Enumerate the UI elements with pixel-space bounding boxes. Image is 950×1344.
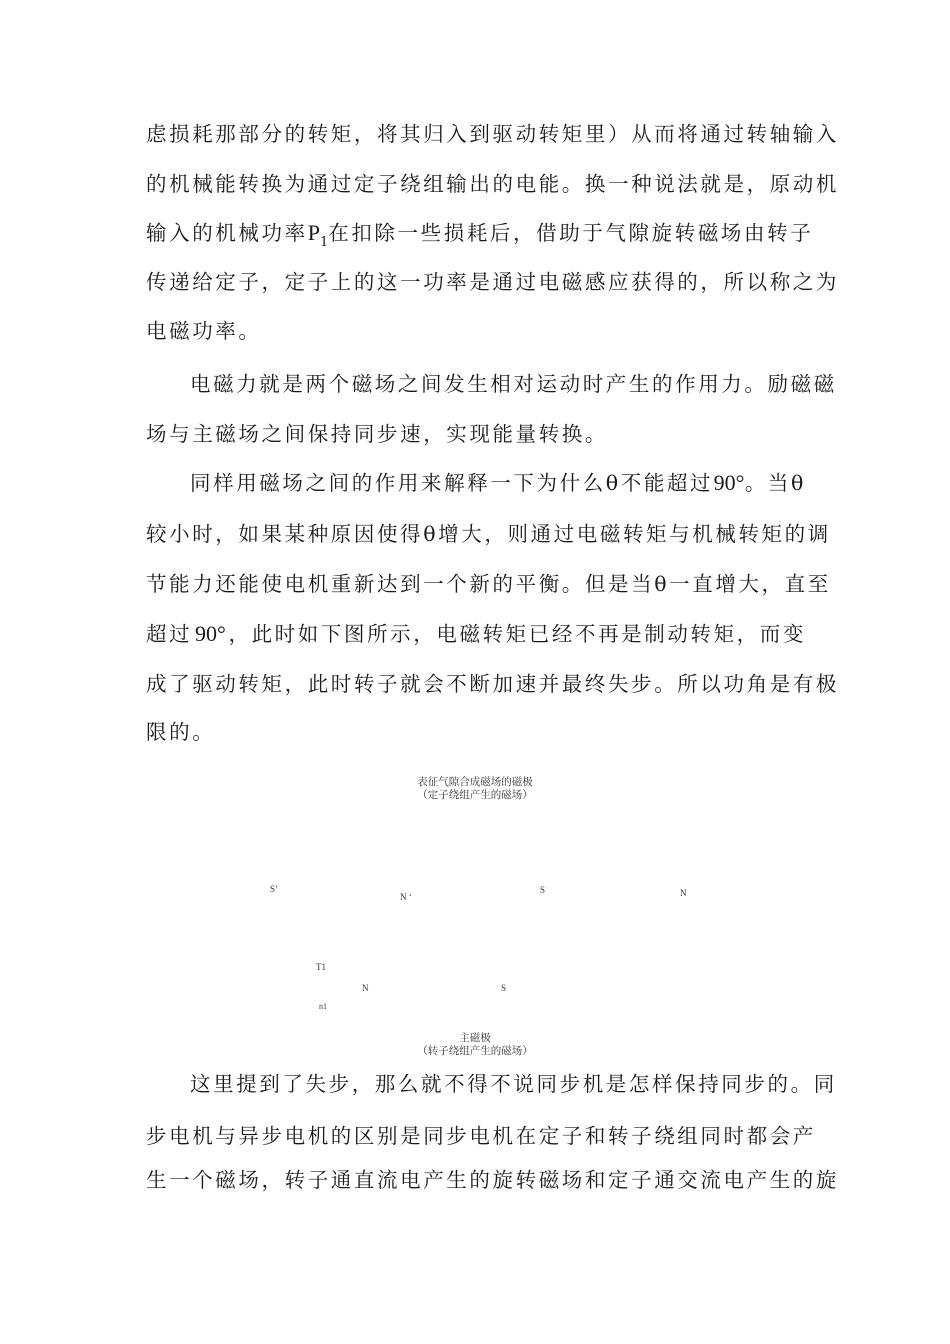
p3-line-4-c: ，此时如下图所示，电磁转矩已经不再是制动转矩，而变 [228, 622, 806, 646]
pole-n-top: N [680, 888, 687, 898]
figure-top-caption [325, 776, 625, 802]
p1-line-1: 虑损耗那部分的转矩，将其归入到驱动转矩里）从而将通过转轴输入 [146, 122, 839, 146]
figure-bottom-caption-line-2: （转子绕组产生的磁场） [417, 1045, 533, 1057]
p1-line-3-after: 在扣除一些损耗后，借助于气隙旋转磁场由转子 [328, 221, 814, 245]
torque-label-t1: T1 [316, 962, 326, 972]
p1-line-4: 传递给定子，定子上的这一功率是通过电磁感应获得的，所以称之为 [146, 270, 839, 294]
pole-n-prime: N ‘ [400, 892, 412, 902]
p3-line-3: 节能力还能使电机重新达到一个新的平衡。但是当θ一直增大，直至 [146, 572, 831, 596]
figure-top-caption-line-2: （定子绕组产生的磁场） [417, 789, 533, 801]
p3-line-1 [190, 469, 806, 497]
p3-line-1-c: 。当θ [744, 471, 806, 495]
figure-top-caption-line-1: 表征气隙合成磁场的磁极 [417, 776, 533, 788]
power-symbol [308, 219, 329, 257]
angle-90-b: 90° [194, 621, 226, 646]
p4-line-3: 生一个磁场，转子通直流电产生的旋转磁场和定子通交流电产生的旋 [146, 1168, 839, 1192]
p4-line-2: 步电机与异步电机的区别是同步电机在定子和转子绕组同时都会产 [146, 1124, 816, 1148]
p2-line-2: 场与主磁场之间保持同步速，实现能量转换。 [146, 422, 608, 446]
p3-line-4 [146, 620, 806, 648]
speed-label-n1: n1 [319, 1002, 327, 1011]
figure-bottom-caption [325, 1032, 625, 1058]
power-symbol-subscript: 1 [319, 235, 329, 250]
p1-line-5: 电磁功率。 [146, 319, 262, 343]
power-symbol-letter: P [307, 220, 320, 245]
p3-line-2: 较小时，如果某种原因使得θ增大，则通过电磁转矩与机械转矩的调 [146, 522, 831, 546]
p3-line-1-a: 同样用磁场之间的作用来解释一下为什么θ不能超过 [190, 471, 714, 495]
p2-line-1: 电磁力就是两个磁场之间发生相对运动时产生的作用力。励磁磁 [190, 372, 837, 396]
p3-line-5: 成了驱动转矩，此时转子就会不断加速并最终失步。所以功角是有极 [146, 672, 839, 696]
pole-s-bottom: S [501, 983, 507, 993]
p1-line-2: 的机械能转换为通过定子绕组输出的电能。换一种说法就是，原动机 [146, 172, 839, 196]
p3-line-4-a: 超过 [146, 622, 193, 646]
pole-s-top: S [540, 885, 546, 895]
pole-n-bottom: N [362, 983, 369, 993]
angle-90-a: 90° [713, 470, 745, 495]
p3-line-6: 限的。 [146, 720, 216, 744]
p1-line-3 [146, 219, 814, 257]
p4-line-1: 这里提到了失步，那么就不得不说同步机是怎样保持同步的。同 [190, 1072, 837, 1096]
figure-bottom-caption-line-1: 主磁极 [459, 1032, 491, 1044]
p1-line-3-before: 输入的机械功率 [146, 221, 308, 245]
pole-s-prime: S’ [270, 884, 279, 894]
